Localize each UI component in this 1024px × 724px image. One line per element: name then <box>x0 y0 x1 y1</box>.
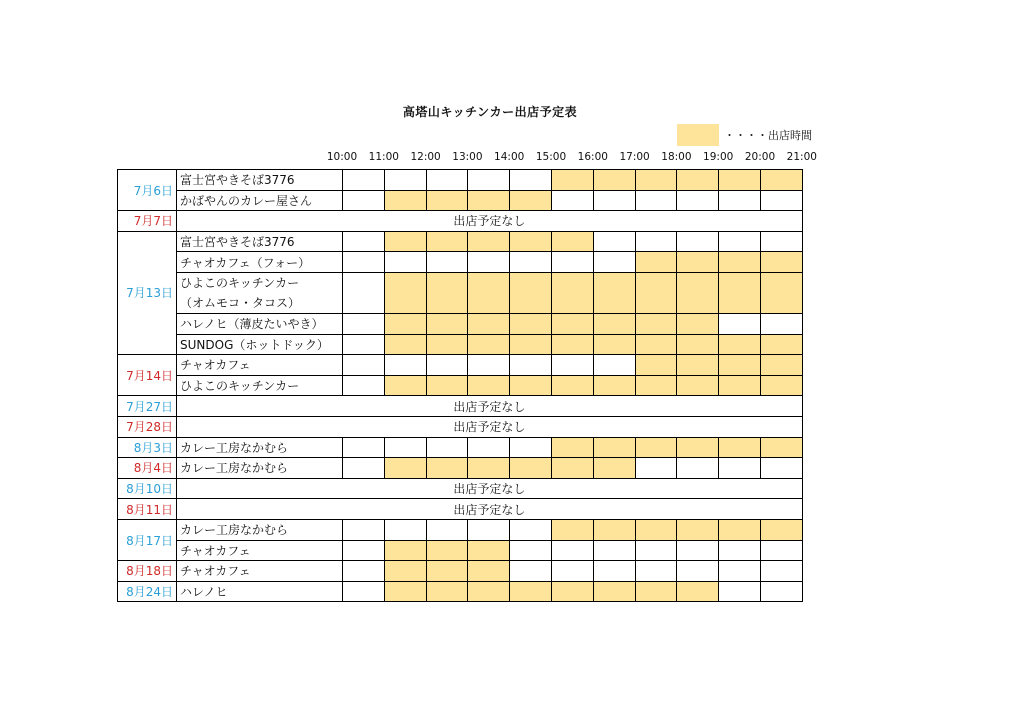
time-slot-empty <box>343 355 385 376</box>
time-slot-open <box>426 581 468 602</box>
time-slot-empty <box>384 252 426 273</box>
time-slot-empty <box>719 540 761 561</box>
time-label: 15:00 <box>535 151 567 163</box>
time-slot-empty <box>635 458 677 479</box>
time-slot-open <box>719 170 761 191</box>
time-label: 19:00 <box>703 151 734 163</box>
time-slot-open <box>760 334 802 355</box>
table-row <box>118 499 803 520</box>
legend-label: ・・・・出店時間 <box>724 129 812 142</box>
time-slot-open <box>510 375 552 396</box>
time-slot-empty <box>760 313 802 334</box>
table-row <box>118 190 803 211</box>
time-slot-open <box>635 437 677 458</box>
time-slot-open <box>719 334 761 355</box>
time-slot-open <box>510 458 552 479</box>
table-row <box>118 375 803 396</box>
time-slot-open <box>384 458 426 479</box>
time-slot-open <box>384 375 426 396</box>
time-slot-open <box>593 375 635 396</box>
vendor-name: 富士宮やきそば3776 <box>180 235 295 250</box>
time-slot-open <box>551 581 593 602</box>
time-slot-open <box>551 437 593 458</box>
time-slot-open <box>551 519 593 540</box>
vendor-cell <box>177 334 343 355</box>
vendor-name: ハレノヒ <box>180 584 228 599</box>
time-slot-empty <box>593 540 635 561</box>
time-slot-empty <box>384 355 426 376</box>
time-slot-empty <box>468 170 510 191</box>
time-slot-open <box>677 437 719 458</box>
time-slot-open <box>510 334 552 355</box>
time-label: 16:00 <box>577 151 608 163</box>
date-cell: 7月27日 <box>118 396 177 417</box>
time-slot-open <box>468 334 510 355</box>
time-slot-empty <box>593 252 635 273</box>
time-slot-empty <box>510 355 552 376</box>
date-cell: 8月11日 <box>118 499 177 520</box>
vendor-name: ひよこのキッチンカー <box>180 379 300 394</box>
time-slot-open <box>384 190 426 211</box>
vendor-name: 富士宮やきそば3776 <box>180 173 295 188</box>
time-label: 17:00 <box>619 151 650 163</box>
time-slot-empty <box>384 519 426 540</box>
time-slot-empty <box>635 540 677 561</box>
time-slot-empty <box>343 437 385 458</box>
time-slot-open <box>719 272 761 313</box>
time-slot-open <box>426 458 468 479</box>
time-slot-empty <box>719 581 761 602</box>
vendor-name: ひよこのキッチンカー <box>180 275 300 290</box>
time-slot-empty <box>343 540 385 561</box>
time-slot-open <box>760 170 802 191</box>
time-slot-empty <box>343 190 385 211</box>
time-slot-empty <box>760 190 802 211</box>
vendor-cell <box>177 355 343 376</box>
vendor-cell <box>177 252 343 273</box>
time-slot-open <box>719 355 761 376</box>
time-slot-open <box>635 581 677 602</box>
table-row <box>118 334 803 355</box>
table-row <box>118 458 803 479</box>
time-label: 11:00 <box>368 151 399 163</box>
table-row <box>118 478 803 499</box>
vendor-name-sub: （オムモコ・タコス） <box>180 295 301 310</box>
time-slot-empty <box>719 561 761 582</box>
vendor-name: カレー工房なかむら <box>180 440 289 455</box>
time-label: 21:00 <box>786 151 817 163</box>
time-slot-empty <box>719 231 761 252</box>
time-slot-open <box>426 231 468 252</box>
table-row <box>118 416 803 437</box>
vendor-cell <box>177 375 343 396</box>
time-slot-empty <box>593 231 635 252</box>
time-slot-empty <box>426 519 468 540</box>
table-row <box>118 519 803 540</box>
time-slot-empty <box>677 561 719 582</box>
no-schedule-cell: 出店予定なし <box>177 478 803 499</box>
date-cell: 7月7日 <box>118 211 177 232</box>
time-slot-open <box>677 272 719 313</box>
time-label: 14:00 <box>494 151 525 163</box>
time-slot-open <box>551 458 593 479</box>
time-slot-empty <box>510 540 552 561</box>
time-slot-open <box>551 313 593 334</box>
time-slot-open <box>426 313 468 334</box>
time-slot-empty <box>343 252 385 273</box>
date-cell: 7月14日 <box>118 355 177 396</box>
time-slot-open <box>677 581 719 602</box>
time-slot-open <box>384 334 426 355</box>
time-label: 18:00 <box>661 151 692 163</box>
time-slot-open <box>468 375 510 396</box>
time-slot-open <box>426 334 468 355</box>
vendor-name: チャオカフェ（フォー） <box>180 255 311 270</box>
time-slot-open <box>468 561 510 582</box>
time-slot-open <box>468 231 510 252</box>
time-slot-empty <box>343 313 385 334</box>
time-slot-open <box>593 334 635 355</box>
time-slot-empty <box>343 561 385 582</box>
time-slot-open <box>551 272 593 313</box>
vendor-name: かばやんのカレー屋さん <box>180 193 313 208</box>
vendor-name: ハレノヒ（薄皮たいやき） <box>180 317 324 332</box>
time-slot-open <box>593 313 635 334</box>
time-slot-empty <box>468 355 510 376</box>
time-slot-open <box>384 231 426 252</box>
time-slot-open <box>384 540 426 561</box>
time-slot-open <box>760 272 802 313</box>
table-row <box>118 561 803 582</box>
vendor-name: チャオカフェ <box>180 543 251 558</box>
time-slot-open <box>719 437 761 458</box>
time-slot-open <box>593 458 635 479</box>
time-slot-open <box>468 458 510 479</box>
time-slot-open <box>426 375 468 396</box>
time-slot-empty <box>719 313 761 334</box>
time-label: 13:00 <box>452 151 483 163</box>
time-slot-open <box>760 252 802 273</box>
time-slot-open <box>468 540 510 561</box>
table-row <box>118 355 803 376</box>
time-slot-open <box>635 252 677 273</box>
date-cell: 7月28日 <box>118 416 177 437</box>
time-slot-empty <box>426 170 468 191</box>
time-slot-empty <box>510 561 552 582</box>
time-slot-empty <box>468 252 510 273</box>
time-slot-open <box>635 375 677 396</box>
time-slot-empty <box>760 561 802 582</box>
date-cell: 7月13日 <box>118 231 177 354</box>
table-row <box>118 396 803 417</box>
time-slot-empty <box>343 170 385 191</box>
time-slot-open <box>719 375 761 396</box>
time-slot-empty <box>593 561 635 582</box>
time-slot-empty <box>343 519 385 540</box>
time-slot-open <box>468 190 510 211</box>
time-slot-open <box>760 437 802 458</box>
time-slot-open <box>635 355 677 376</box>
time-slot-empty <box>635 190 677 211</box>
time-slot-empty <box>343 334 385 355</box>
time-slot-open <box>593 437 635 458</box>
time-slot-open <box>551 334 593 355</box>
time-label: 10:00 <box>326 151 358 163</box>
time-slot-empty <box>426 437 468 458</box>
time-slot-empty <box>593 190 635 211</box>
time-slot-open <box>635 313 677 334</box>
date-cell: 7月6日 <box>118 170 177 211</box>
time-slot-open <box>510 581 552 602</box>
time-slot-empty <box>677 540 719 561</box>
time-slot-open <box>677 355 719 376</box>
table-row <box>118 313 803 334</box>
time-slot-empty <box>426 252 468 273</box>
time-slot-open <box>468 313 510 334</box>
time-slot-open <box>593 519 635 540</box>
time-slot-open <box>677 170 719 191</box>
date-cell: 8月10日 <box>118 478 177 499</box>
time-slot-open <box>426 540 468 561</box>
no-schedule-cell: 出店予定なし <box>177 499 803 520</box>
no-schedule-cell: 出店予定なし <box>177 396 803 417</box>
time-slot-empty <box>551 561 593 582</box>
time-slot-empty <box>593 355 635 376</box>
vendor-name: カレー工房なかむら <box>180 461 289 476</box>
time-slot-open <box>468 272 510 313</box>
legend-swatch <box>677 124 719 146</box>
time-slot-open <box>510 190 552 211</box>
time-slot-open <box>551 231 593 252</box>
time-slot-empty <box>468 519 510 540</box>
time-slot-empty <box>384 170 426 191</box>
time-slot-empty <box>510 437 552 458</box>
time-slot-open <box>760 519 802 540</box>
time-label: 20:00 <box>744 151 776 163</box>
table-row <box>118 581 803 602</box>
time-slot-empty <box>551 190 593 211</box>
vendor-name: チャオカフェ <box>180 358 251 373</box>
date-cell: 8月3日 <box>118 437 177 458</box>
time-slot-open <box>384 581 426 602</box>
time-slot-open <box>635 170 677 191</box>
time-label: 12:00 <box>410 151 441 163</box>
time-slot-open <box>760 355 802 376</box>
time-slot-empty <box>384 437 426 458</box>
time-slot-open <box>719 519 761 540</box>
time-slot-open <box>426 561 468 582</box>
time-slot-open <box>635 519 677 540</box>
time-slot-empty <box>551 540 593 561</box>
time-slot-open <box>677 519 719 540</box>
vendor-name: SUNDOG（ホットドック） <box>180 337 329 352</box>
date-cell: 8月4日 <box>118 458 177 479</box>
page-title: 高塔山キッチンカー出店予定表 <box>402 105 578 119</box>
time-slot-open <box>384 313 426 334</box>
time-slot-open <box>551 375 593 396</box>
vendor-cell <box>177 519 343 540</box>
table-row <box>118 211 803 232</box>
vendor-cell <box>177 231 343 252</box>
time-slot-open <box>677 375 719 396</box>
time-slot-empty <box>343 231 385 252</box>
date-cell: 8月24日 <box>118 581 177 602</box>
time-slot-empty <box>719 458 761 479</box>
time-slot-open <box>468 581 510 602</box>
time-slot-open <box>510 313 552 334</box>
time-slot-empty <box>760 458 802 479</box>
no-schedule-cell: 出店予定なし <box>177 211 803 232</box>
time-slot-empty <box>343 458 385 479</box>
vendor-cell <box>177 458 343 479</box>
time-slot-empty <box>551 252 593 273</box>
time-slot-open <box>593 170 635 191</box>
table-row <box>118 437 803 458</box>
time-slot-open <box>677 334 719 355</box>
time-slot-open <box>719 252 761 273</box>
table-row <box>118 540 803 561</box>
time-slot-empty <box>719 190 761 211</box>
time-slot-empty <box>760 540 802 561</box>
time-slot-empty <box>760 581 802 602</box>
time-slot-open <box>510 272 552 313</box>
time-slot-empty <box>343 581 385 602</box>
no-schedule-cell: 出店予定なし <box>177 416 803 437</box>
time-slot-empty <box>468 437 510 458</box>
table-row <box>118 252 803 273</box>
vendor-cell <box>177 540 343 561</box>
time-slot-open <box>593 272 635 313</box>
time-slot-open <box>593 581 635 602</box>
time-slot-empty <box>677 458 719 479</box>
time-slot-empty <box>510 170 552 191</box>
time-slot-open <box>677 313 719 334</box>
date-cell: 8月17日 <box>118 519 177 560</box>
time-slot-open <box>635 272 677 313</box>
time-slot-open <box>510 231 552 252</box>
vendor-cell <box>177 561 343 582</box>
time-slot-open <box>635 334 677 355</box>
vendor-name: カレー工房なかむら <box>180 523 289 538</box>
time-slot-empty <box>510 519 552 540</box>
time-slot-open <box>760 375 802 396</box>
time-slot-open <box>426 272 468 313</box>
vendor-name: チャオカフェ <box>180 564 251 579</box>
time-slot-open <box>384 561 426 582</box>
time-slot-empty <box>343 272 385 313</box>
vendor-cell <box>177 581 343 602</box>
vendor-cell <box>177 170 343 191</box>
time-slot-empty <box>677 190 719 211</box>
time-slot-empty <box>343 375 385 396</box>
time-slot-empty <box>760 231 802 252</box>
table-row <box>118 272 803 313</box>
time-slot-open <box>677 252 719 273</box>
date-cell: 8月18日 <box>118 561 177 582</box>
time-slot-empty <box>510 252 552 273</box>
table-row <box>118 231 803 252</box>
time-slot-empty <box>635 561 677 582</box>
vendor-cell <box>177 313 343 334</box>
time-slot-empty <box>635 231 677 252</box>
table-row <box>118 170 803 191</box>
vendor-cell <box>177 437 343 458</box>
time-slot-empty <box>551 355 593 376</box>
time-slot-open <box>384 272 426 313</box>
vendor-cell <box>177 272 343 313</box>
time-slot-empty <box>677 231 719 252</box>
time-slot-open <box>551 170 593 191</box>
schedule-table <box>117 169 803 602</box>
time-slot-empty <box>426 355 468 376</box>
vendor-cell <box>177 190 343 211</box>
time-slot-open <box>426 190 468 211</box>
